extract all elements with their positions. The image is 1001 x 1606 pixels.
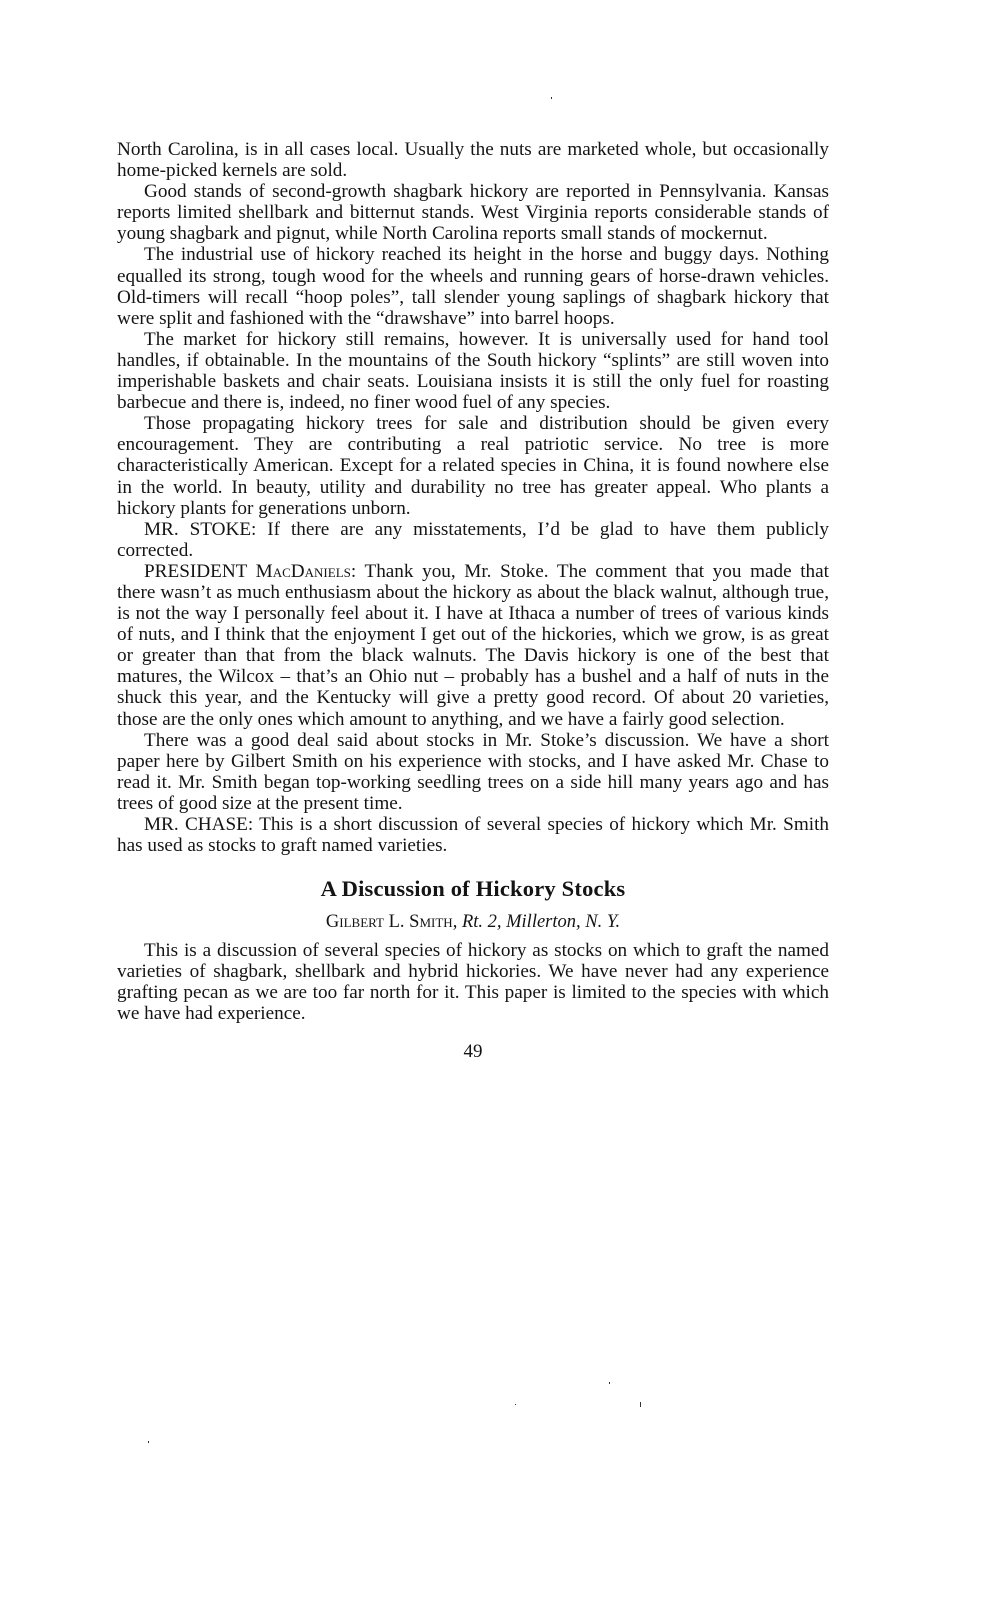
page-number: 49: [463, 1040, 483, 1062]
text-run: Good stands of second-growth shagbark hickory are reported in Pennsylvania. Kansas reports limited shellbark and bitternut stands. West Virginia reports considerable stands of young shagbark and pignut, while North Carolina reports small stands of mockernut.: [117, 181, 829, 245]
text-run: MacDaniels: [255, 560, 351, 582]
article-title: A Discussion of Hickory Stocks: [320, 876, 626, 902]
text-run: The market for hickory still remains, however. It is universally used for hand tool handles, if obtainable. In the mountains of the South hickory “splints” are still woven into imperishable baskets and chair seats. Louisiana insists it is still the only fuel for roasting barbecue and there is, indeed, no finer wood fuel of any species.: [117, 328, 829, 414]
article-byline: [117, 911, 829, 933]
paragraph: [117, 244, 829, 328]
document-page: [117, 139, 829, 1062]
paragraph: [117, 940, 829, 1024]
byline-address: Rt. 2, Millerton, N. Y.: [461, 912, 621, 933]
text-run: Those propagating hickory trees for sale and distribution should be given every encouragement. They are contributing a real patriotic service. No tree is more characteristically American. Except for a related species in China, it is found nowhere else in the world. In beauty, utility and durability no tree has greater appeal. Who plants a hickory plants for generations unborn.: [117, 413, 829, 519]
byline-author: Gilbert L. Smith: [325, 912, 453, 933]
text-run: PRESIDENT: [144, 560, 256, 582]
paragraph: [117, 814, 829, 856]
paragraph: [117, 519, 829, 561]
scan-speck: [551, 97, 552, 99]
scan-speck: [640, 1402, 641, 1407]
scan-speck: [148, 1441, 149, 1443]
scan-speck: [515, 1404, 516, 1405]
text-run: This is a discussion of several species of hickory as stocks on which to graft the named varieties of shagbark, shellbark and hybrid hickories. We have never had any experience grafting pecan as we are too far north for it. This paper is limited to the species with which we have had experience.: [117, 940, 829, 1025]
paragraph: [117, 561, 829, 730]
text-run: There was a good deal said about stocks in Mr. Stoke’s discussion. We have a short paper here by Gilbert Smith on his experience with stocks, and I have asked Mr. Chase to read it. Mr. Smith began top-working seedling trees on a side hill many years ago and has trees of good size at the present time.: [117, 729, 829, 814]
article-body: [117, 940, 829, 1024]
paragraph: [117, 181, 829, 244]
paragraph: [117, 329, 829, 413]
paragraph: [117, 730, 829, 814]
body-text: [117, 139, 829, 856]
paragraph: [117, 139, 829, 181]
scan-speck: [609, 1382, 610, 1384]
text-run: : Thank you, Mr. Stoke. The comment that you made that there wasn’t as much enthusiasm about the hickory as about the black walnut, although true, is not the way I personally feel about it. I have at Ithaca a number of trees of various kinds of nuts, and I think that the enjoyment I get out of the hickories, which we grow, is as great or greater than that from the black walnuts. The Davis hickory is one of the best that matures, the Wilcox – that’s an Ohio nut – probably has a bushel and a half of nuts in the shuck this year, and the Kentucky will give a pretty good record. Of about 20 varieties, those are the only ones which amount to anything, and we have a fairly good selection.: [117, 560, 829, 730]
paragraph: [117, 413, 829, 518]
text-run: MR. CHASE: This is a short discussion of several species of hickory which Mr. Smith has used as stocks to graft named varieties.: [117, 814, 829, 857]
text-run: The industrial use of hickory reached its height in the horse and buggy days. Nothing equalled its strong, tough wood for the wheels and running gears of horse-drawn vehicles. Old-timers will recall “hoop poles”, tall slender young saplings of shagbark hickory that were split and fashioned with the “drawshave” into barrel hoops.: [117, 244, 829, 329]
text-run: MR. STOKE: If there are any misstatements, I’d be glad to have them publicly corrected.: [117, 518, 829, 561]
text-run: North Carolina, is in all cases local. Usually the nuts are marketed whole, but occasionally home-picked kernels are sold.: [117, 139, 829, 182]
byline-separator: ,: [452, 912, 462, 933]
